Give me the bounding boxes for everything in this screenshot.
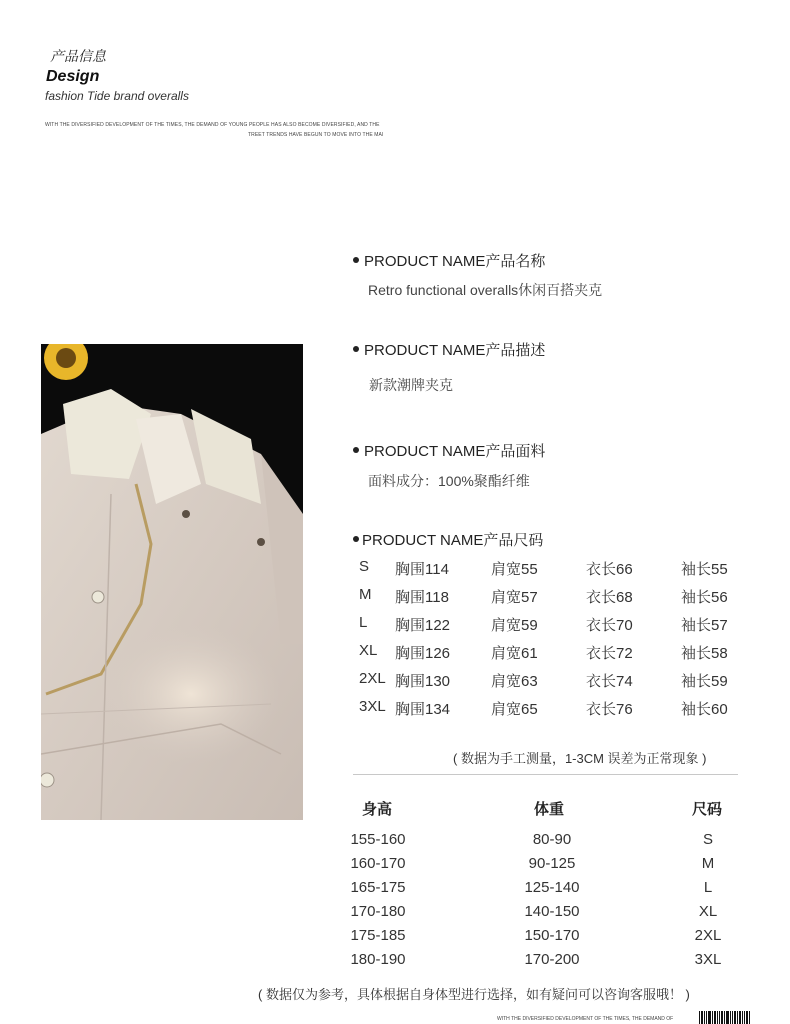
size-cell: S	[359, 558, 370, 575]
header-weight: 体重	[534, 801, 565, 818]
barcode-icon	[699, 1011, 751, 1024]
section-title-desc	[353, 339, 545, 360]
length-cell: 衣长66	[586, 561, 633, 578]
length-cell: 衣长70	[586, 617, 633, 634]
chest-cell: 胸围130	[395, 673, 451, 690]
table-row	[320, 951, 770, 975]
header-design: Design	[46, 68, 100, 85]
table-row	[320, 855, 770, 879]
header-size: 尺码	[692, 801, 723, 818]
table-row	[320, 879, 770, 903]
header-tiny-text-2: TREET TRENDS HAVE BEGUN TO MOVE INTO THE MAI	[248, 132, 384, 138]
weight-cell: 80-90	[532, 831, 572, 848]
size-cell: M	[359, 586, 372, 603]
weight-cell: 140-150	[524, 903, 580, 920]
table-row	[320, 927, 770, 951]
section-value-name: Retro functional overalls休闲百搭夹克	[368, 282, 603, 298]
bullet-icon	[353, 447, 359, 453]
section-title-fabric-text: PRODUCT NAME产品面料	[364, 443, 546, 460]
length-cell: 衣长68	[586, 589, 633, 606]
size-cell: L	[359, 614, 368, 631]
header-tiny-text-1: WITH THE DIVERSIFIED DEVELOPMENT OF THE TIMES, THE DEMAND OF YOUNG PEOPLE HAS ALSO BECOME DIVERSIFIED, AND THE	[45, 122, 380, 128]
chest-cell: 胸围126	[395, 645, 451, 662]
section-title-desc-text: PRODUCT NAME产品描述	[364, 342, 546, 359]
shoulder-cell: 肩宽65	[491, 701, 538, 718]
sleeve-cell: 袖长55	[681, 561, 728, 578]
height-cell: 165-175	[350, 879, 406, 896]
size-row	[359, 586, 759, 610]
size-row	[359, 642, 759, 666]
footer-tiny-text: WITH THE DIVERSIFIED DEVELOPMENT OF THE TIMES, THE DEMAND OF	[497, 1016, 674, 1022]
size-row	[359, 698, 759, 722]
sleeve-cell: 袖长59	[681, 673, 728, 690]
height-cell: 170-180	[350, 903, 406, 920]
section-value-desc: 新款潮牌夹克	[369, 377, 453, 393]
header-height: 身高	[362, 801, 393, 818]
chest-cell: 胸围114	[395, 561, 449, 578]
shoulder-cell: 肩宽59	[491, 617, 538, 634]
sleeve-cell: 袖长60	[681, 701, 728, 718]
height-cell: 180-190	[350, 951, 406, 968]
header-subtitle: fashion Tide brand overalls	[45, 89, 189, 103]
size-row	[359, 614, 759, 638]
length-cell: 衣长76	[586, 701, 633, 718]
section-value-fabric: 面料成分：100%聚酯纤维	[368, 473, 530, 489]
section-title-size	[353, 529, 543, 550]
size-cell: M	[701, 855, 715, 872]
weight-cell: 125-140	[524, 879, 580, 896]
section-title-fabric	[353, 440, 545, 461]
size-cell: 2XL	[359, 670, 386, 687]
size-cell: 3XL	[359, 698, 386, 715]
size-cell: XL	[359, 642, 378, 659]
size-cell: S	[702, 831, 713, 848]
sleeve-cell: 袖长58	[681, 645, 728, 662]
length-cell: 衣长72	[586, 645, 633, 662]
size-cell: L	[703, 879, 713, 896]
shoulder-cell: 肩宽63	[491, 673, 538, 690]
shoulder-cell: 肩宽55	[491, 561, 538, 578]
shoulder-cell: 肩宽61	[491, 645, 538, 662]
weight-cell: 150-170	[524, 927, 580, 944]
jacket-illustration	[41, 344, 303, 820]
sleeve-cell: 袖长57	[681, 617, 728, 634]
height-cell: 155-160	[350, 831, 406, 848]
header-title-cn: 产品信息	[50, 48, 106, 64]
height-cell: 160-170	[350, 855, 406, 872]
bullet-icon	[353, 536, 359, 542]
size-row	[359, 670, 759, 694]
chest-cell: 胸围118	[395, 589, 449, 606]
table-row	[320, 831, 770, 855]
section-title-name-text: PRODUCT NAME产品名称	[364, 253, 546, 270]
section-title-size-text: PRODUCT NAME产品尺码	[362, 532, 544, 549]
length-cell: 衣长74	[586, 673, 633, 690]
height-cell: 175-185	[350, 927, 406, 944]
section-title-name	[353, 250, 545, 271]
reference-note: ( 数据仅为参考，具体根据自身体型进行选择，如有疑问可以咨询客服哦！ )	[258, 987, 690, 1002]
divider	[353, 774, 738, 775]
size-cell: 3XL	[694, 951, 722, 968]
product-photo	[41, 344, 303, 820]
chest-cell: 胸围134	[395, 701, 451, 718]
size-cell: XL	[698, 903, 718, 920]
weight-cell: 90-125	[528, 855, 576, 872]
bullet-icon	[353, 257, 359, 263]
bullet-icon	[353, 346, 359, 352]
weight-cell: 170-200	[524, 951, 580, 968]
size-cell: 2XL	[694, 927, 722, 944]
chest-cell: 胸围122	[395, 617, 451, 634]
measure-note: ( 数据为手工测量，1-3CM 误差为正常现象 )	[453, 751, 707, 766]
sleeve-cell: 袖长56	[681, 589, 728, 606]
shoulder-cell: 肩宽57	[491, 589, 538, 606]
size-row	[359, 558, 759, 582]
table-row	[320, 903, 770, 927]
